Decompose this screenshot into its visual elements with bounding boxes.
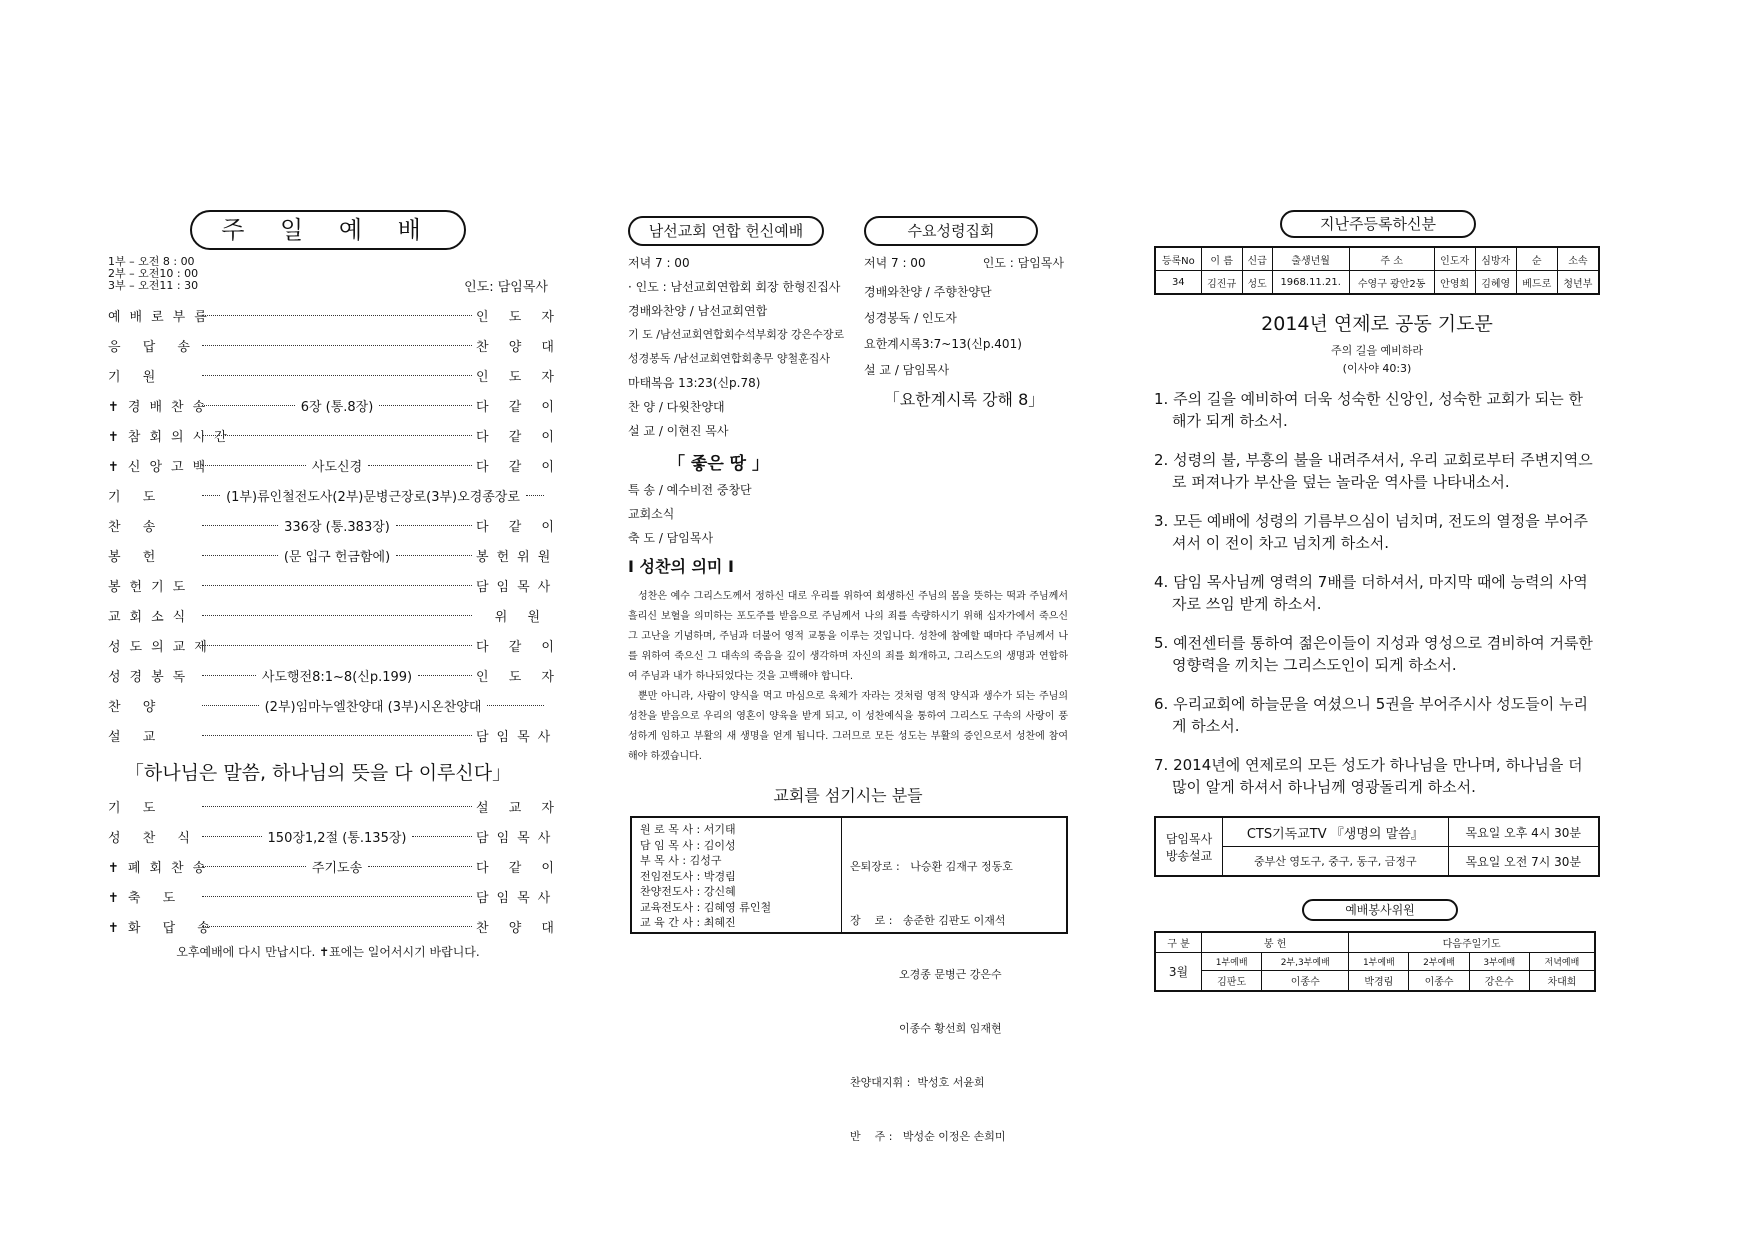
order-label: 예배로부름 [108,309,216,325]
service-order-row [108,911,562,941]
dot-leader [202,926,472,927]
volunteer-name: 박경림 [1349,971,1409,992]
evening-time: 저녁 7 : 00 [628,256,690,270]
dot-leader [202,735,472,736]
staff-entry: 장 로 : 송준한 김판도 이재석 [850,914,1006,927]
middle-column [628,210,1068,1143]
service-order-row [108,570,559,600]
order-label: 성경봉독 [108,669,195,685]
volunteer-subheader: 1부예배 [1202,953,1262,971]
service-order-row [108,821,559,851]
service-order-row [108,330,562,360]
registration-header: 인도자 [1434,247,1475,271]
dot-leader [202,705,259,706]
order-label: 교회소식 [108,609,195,625]
staff-box [630,816,1068,1143]
dot-leader [526,495,544,496]
essay-title: 성찬의 의미 [639,557,723,576]
mens-sermon-title: 「 좋은 땅 」 [668,454,770,474]
wednesday-time: 저녁 7 : 00 [864,256,926,270]
dot-leader [368,866,472,867]
order-person: 다 같 이 [476,399,562,415]
dot-leader [202,465,306,466]
program-item: 설 교 / 담임목사 [864,363,950,377]
volunteer-subheader: 2부예배 [1409,953,1469,971]
wednesday-leader: 인도 : 담임목사 [982,256,1064,270]
prayer-item: 6. 우리교회에 하늘문을 여셨으니 5권을 부어주시사 성도들이 누리게 하소서. [1154,695,1588,735]
service-order-row [108,450,562,480]
volunteer-header: 봉 헌 [1202,932,1349,953]
order-label: 설 교 [108,729,165,745]
dot-leader [202,495,220,496]
order-label: 기 도 [108,489,165,505]
service-time: 2부 – 오전10 : 00 [108,267,199,280]
tv-time: 목요일 오전 7시 30분 [1448,847,1599,877]
order-of-service [108,300,562,750]
registration-cell: 김진규 [1201,271,1242,295]
registration-cell: 1968.11.21. [1272,271,1349,295]
registration-cell: 34 [1155,271,1201,295]
tv-label: 담임목사 방송설교 [1155,817,1223,876]
essay-paragraph: 뿐만 아니라, 사람이 양식을 먹고 마심으로 육체가 자라는 것처럼 영적 양식과 생수가 되는 주님의 성찬을 받음으로 우리의 영혼이 양육을 받게 되고, 이 성찬예식을 통하여 그리스도 구속의 사랑이 풍성하게 임하고 부활의 새 생명을 얻게 됩니다. 그러므로 모든 성도는 부활의 증인으로서 성찬에 참여해야 하겠습니다. [628,691,1068,762]
program-item: 특 송 / 예수비전 중창단 [628,483,752,497]
prayer-title: 2014년 연제로 공동 기도문 [1261,313,1493,335]
staff-entry: 오경종 문병근 강은수 [850,968,1002,981]
order-person: 찬 양 대 [476,339,562,355]
service-order-row [108,390,562,420]
tv-broadcast-table [1154,816,1600,877]
essay-paragraph: 성찬은 예수 그리스도께서 정하신 대로 우리를 위하여 희생하신 주님의 몸을 뜻하는 떡과 주님께서 흘리신 보혈을 의미하는 포도주를 받음으로 주님께서 나의 죄를 속량하시기 위해 십자가에서 죽으신 그 고난을 기념하며, 주님과 더불어 영적 교통을 이루는 것입니다. 성찬에 참예할 때마다 주님께서 나를 위하여 죽으신 그 대속의 죽음을 깊이 생각하며 자신의 죄를 회개하고, 그리스도의 생명과 연합하여 주님과 내가 하나되었다는 것을 고백해야 합니다. [628,591,1068,682]
dot-leader [202,645,472,646]
service-order-row [108,720,559,750]
program-item: 성경봉독 / 인도자 [864,311,957,325]
service-order-row [108,300,562,330]
program-item: 설 교 / 이현진 목사 [628,424,729,438]
dot-leader [202,866,306,867]
registration-cell: 수영구 광안2동 [1349,271,1434,295]
registration-cell: 성도 [1242,271,1272,295]
order-detail: 150장1,2절 (통.135장) [267,830,407,846]
staff-entry: 은퇴장로 : 나승환 김재구 정동호 [850,860,1013,873]
registration-cell: 김혜영 [1475,271,1516,295]
service-order-row [108,851,562,881]
volunteer-month: 3월 [1155,953,1202,992]
order-label: ✝축 도 [108,890,185,906]
prayer-subtitle: 주의 길을 예비하라 [1330,344,1423,357]
dot-leader [202,525,278,526]
volunteer-table [1154,931,1596,992]
order-person: 다 같 이 [476,429,562,445]
order-person: 다 같 이 [476,459,562,475]
dot-leader [202,615,472,616]
program-item: 교회소식 [628,507,675,521]
order-person: 다 같 이 [476,519,562,535]
service-order-row [108,480,548,510]
order-person: 위 원 [494,609,548,625]
bracket-icon: Ⅰ [727,557,734,576]
service-order-row [108,540,559,570]
mens-mission-title: 남선교회 연합 헌신예배 [628,216,824,246]
service-time: 3부 – 오전11 : 30 [108,279,199,292]
dot-leader [202,405,295,406]
order-label: 봉 헌 [108,549,165,565]
order-person: 인 도 자 [476,369,562,385]
volunteer-name: 이종수 [1409,971,1469,992]
program-item: 축 도 / 담임목사 [628,531,714,545]
tv-program-name: CTS기독교TV 『생명의 말씀』 [1223,817,1449,847]
service-times [108,256,548,296]
dot-leader [202,585,472,586]
staff-entry: 반 주 : 박성순 이정은 손희미 [850,1130,1006,1143]
tv-region: 중부산 영도구, 중구, 동구, 금정구 [1223,847,1449,877]
order-label: 성도의교제 [108,639,216,655]
footer-note: 오후예배에 다시 만납시다. ✝표에는 일어서시기 바랍니다. [176,945,480,959]
registration-header: 주 소 [1349,247,1434,271]
prayer-item: 3. 모든 예배에 성령의 기름부으심이 넘치며, 전도의 열정을 부어주셔서 이 전이 차고 넘치게 하소서. [1154,512,1588,552]
mens-mission-service [628,216,848,550]
volunteer-subheader: 2부,3부예배 [1262,953,1349,971]
prayer-item: 2. 성령의 불, 부흥의 불을 내려주셔서, 우리 교회로부터 주변지역으로 퍼져나가 부산을 덮는 놀라운 역사를 나타내소서. [1154,451,1593,491]
order-person: 다 같 이 [476,639,562,655]
staff-entry: 교육전도사 : 김혜영 류인철 [640,900,772,914]
service-order-row [108,660,562,690]
dot-leader [418,675,472,676]
order-detail: 주기도송 [311,860,363,876]
order-label: 응 답 송 [108,339,199,355]
order-label: 찬 송 [108,519,165,535]
registration-header: 출생년월 [1272,247,1349,271]
dot-leader [202,806,472,807]
staff-title: 교회를 섬기시는 분들 [773,786,923,805]
volunteer-subheader: 1부예배 [1349,953,1409,971]
dot-leader [202,435,472,436]
program-item: 마태복음 13:23(신p.78) [628,376,761,390]
service-volunteers-title: 예배봉사위원 [1302,899,1458,921]
order-person: 인 도 자 [476,669,562,685]
staff-entry: 원 로 목 사 : 서기태 [640,823,736,836]
registration-header: 심방자 [1475,247,1516,271]
service-order-row [108,791,562,821]
sunday-service-title: 주 일 예 배 [190,210,466,250]
order-label: ✝폐회찬송 [108,860,215,876]
registration-header: 신급 [1242,247,1272,271]
dot-leader [202,555,278,556]
service-order-row [108,600,548,630]
tv-time: 목요일 오후 4시 30분 [1448,817,1599,847]
order-label: 성 찬 식 [108,830,199,846]
program-item: 경배와찬양 / 주향찬양단 [864,285,992,299]
order-label: ✝신앙고백 [108,459,215,475]
registration-cell: 베드로 [1516,271,1557,295]
volunteer-subheader: 저녁예배 [1529,953,1595,971]
dot-leader [202,836,262,837]
left-column [108,210,562,960]
program-item: 성경봉독 /남선교회연합회총무 양철훈집사 [628,352,830,365]
wednesday-items [864,279,1064,383]
prayer-reference: (이사야 40:3) [1342,362,1412,375]
order-detail: 6장 (통.8장) [300,399,374,415]
order-person: 설 교 자 [476,800,562,816]
program-item: 경배와찬양 / 남선교회연합 [628,304,768,318]
service-order-row [108,420,562,450]
service-order-row [108,881,559,911]
dot-leader [202,345,472,346]
order-person: 담임목사 [476,579,559,595]
registration-table [1154,246,1600,295]
order-detail: 사도행전8:1~8(신p.199) [261,669,413,685]
order-of-service-2 [108,791,562,941]
service-leader: 인도: 담임목사 [464,280,548,295]
wednesday-sermon-title: 「요한계시록 강해 8」 [883,390,1045,409]
dot-leader [202,375,472,376]
order-person: 담임목사 [476,729,559,745]
order-detail: 사도신경 [311,459,363,475]
wednesday-title: 수요성령집회 [864,216,1038,246]
prayer-list [1154,388,1600,798]
volunteer-subheader: 3부예배 [1469,953,1529,971]
registration-header: 등록No [1155,247,1201,271]
bracket-icon: Ⅰ [628,557,634,576]
order-person: 다 같 이 [476,860,562,876]
staff-entry: 이종수 황선희 임재현 [850,1022,1002,1035]
program-item: 기 도 /남선교회연합회수석부회장 강은수장로 [628,328,845,341]
service-order-row [108,360,562,390]
order-label: ✝화 답 송 [108,920,219,936]
right-column [1154,210,1600,992]
mens-mission-items-2 [628,478,848,550]
volunteer-name: 차대희 [1529,971,1595,992]
program-item: · 인도 : 남선교회연합회 회장 한형진집사 [628,280,841,294]
dot-leader [396,555,472,556]
volunteer-header: 구 분 [1155,932,1202,953]
order-label: 봉헌기도 [108,579,195,595]
staff-entry: 찬양전도사 : 강신혜 [640,885,736,898]
dot-leader [396,525,472,526]
dot-leader [202,896,472,897]
dot-leader [379,405,472,406]
new-members-title: 지난주등록하신분 [1280,210,1476,238]
staff-entry: 담 임 목 사 : 김이성 [640,838,736,852]
mens-mission-items [628,275,848,443]
program-item: 요한계시록3:7~13(신p.401) [864,337,1022,351]
volunteer-name: 이종수 [1262,971,1349,992]
registration-cell: 안영희 [1434,271,1475,295]
dot-leader [368,465,472,466]
dot-leader [202,315,472,316]
volunteer-header: 다음주일기도 [1349,932,1595,953]
prayer-item: 5. 예전센터를 통하여 젊은이들이 지성과 영성으로 겸비하여 거룩한 영향력을 끼치는 그리스도인이 되게 하소서. [1154,634,1593,674]
order-detail: 336장 (통.383장) [284,519,390,535]
registration-header: 순 [1516,247,1557,271]
volunteer-name: 강은수 [1469,971,1529,992]
order-detail: (1부)류인철전도사(2부)문병근장로(3부)오경종장로 [226,489,520,505]
order-person: 담임목사 [476,890,559,906]
service-order-row [108,690,548,720]
staff-entry: 찬양대지휘 : 박성호 서윤희 [850,1076,985,1089]
dot-leader [412,836,472,837]
service-order-row [108,510,562,540]
prayer-item: 1. 주의 길을 예비하여 더욱 성숙한 신앙인, 성숙한 교회가 되는 한 해가 되게 하소서. [1154,390,1584,430]
order-person: 담임목사 [476,830,559,846]
registration-header: 소속 [1557,247,1599,271]
service-time: 1부 – 오전 8 : 00 [108,255,195,268]
order-person: 인 도 자 [476,309,562,325]
order-person: 봉헌위원 [476,549,559,565]
order-label: 기 원 [108,369,165,385]
order-label: 찬 양 [108,699,165,715]
sermon-title: 「하나님은 말씀, 하나님의 뜻을 다 이루신다」 [124,762,512,784]
prayer-item: 7. 2014년에 연제로의 모든 성도가 하나님을 만나며, 하나님을 더 많이 알게 하셔서 하나님께 영광돌리게 하소서. [1154,756,1583,796]
registration-header: 이 름 [1201,247,1242,271]
order-detail: (문 입구 헌금함에) [283,549,391,565]
wednesday-service [864,216,1064,410]
staff-entry: 부 목 사 : 김성구 [640,854,722,867]
order-label: 기 도 [108,800,165,816]
volunteer-name: 김판도 [1202,971,1262,992]
staff-entry: 전임전도사 : 박경림 [640,869,736,883]
service-order-row [108,630,562,660]
dot-leader [487,705,544,706]
communion-essay [628,554,1068,767]
order-person: 찬 양 대 [476,920,562,936]
program-item: 찬 양 / 다윗찬양대 [628,400,725,414]
dot-leader [202,675,256,676]
order-detail: (2부)임마누엘찬양대 (3부)시온찬양대 [264,699,482,715]
prayer-item: 4. 담임 목사님께 영력의 7배를 더하셔서, 마지막 때에 능력의 사역자로 쓰임 받게 하소서. [1154,573,1588,613]
order-label: ✝참회의시간 [108,429,236,445]
staff-entry: 교 육 간 사 : 최혜진 [640,916,736,929]
order-label: ✝경배찬송 [108,399,215,415]
registration-cell: 청년부 [1557,271,1599,295]
